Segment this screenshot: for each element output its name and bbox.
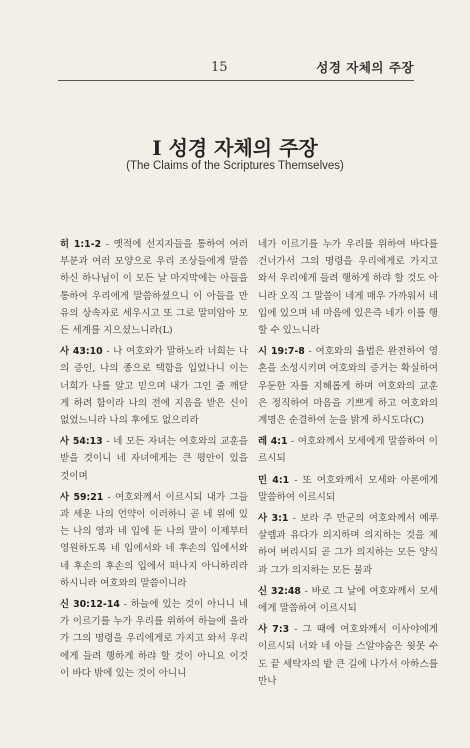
page-number: 15: [211, 60, 228, 75]
left-column: [60, 236, 248, 686]
verse-ref: 사 54:13: [60, 436, 103, 448]
verse-entry: [258, 583, 438, 617]
verse-ref: 신 30:12-14: [60, 599, 120, 611]
verse-ref: 히 1:1-2: [60, 239, 102, 250]
verse-text: - 나 여호와가 말하노라 너희는 나의 증인, 나의 종으로 택함을 입었나니 이는 너희가 나를 알고 믿으며 내가 그인 줄 깨닫게 하려 함이라 나의 전에 지음을 받은 신이 없었느니라 나의 후에도 없으리라: [60, 346, 248, 427]
verse-ref: 사 59:21: [60, 491, 104, 503]
verse-entry: [258, 433, 438, 467]
verse-entry: [258, 472, 438, 506]
verse-entry: [258, 343, 438, 429]
verse-text: - 바로 그 날에 여호와께서 모세에게 말씀하여 이르시되: [258, 585, 438, 615]
verse-entry: [258, 236, 438, 339]
verse-ref: 사 7:3: [258, 624, 290, 636]
verse-text: - 하늘에 있는 것이 아니니 네가 이르기를 누가 우리를 위하여 하늘에 올라가 그의 명령을 우리에게로 가지고 와서 우리에게 들려 행하게 하랴 할 것이 아니요 이것이 바다 밖에 있는 것이 아니니: [60, 599, 248, 679]
verse-text: - 옛적에 선지자들을 통하여 여러 부분과 여러 모양으로 우리 조상들에게 말씀하신 하나님이 이 모든 날 마지막에는 아들을 통하여 우리에게 말씀하셨으니 이 아들을 만유의 상속자로 세우시고 또 그로 말미암아 모든 세계를 지으셨느니라(L): [60, 239, 249, 337]
verse-entry: [60, 236, 248, 339]
verse-text: - 여호와께서 이르시되 내가 그들과 세운 나의 언약이 이러하니 곧 네 위에 있는 나의 영과 네 입에 둔 나의 말이 이제부터 영원하도록 네 입에서와 네 후손의 입에서와 네 후손의 후손의 입에서 떠나지 아니하리라 하시니라 여호와의 말씀이니라: [60, 491, 248, 589]
header-rule: [58, 80, 414, 81]
chapter-subtitle: (The Claims of the Scriptures Themselves): [126, 160, 344, 172]
verse-entry: [60, 489, 248, 592]
verse-text: 네가 이르기를 누가 우리를 위하여 바다를 건너가서 그의 명령을 우리에게로 가지고 와서 우리에게 들려 행하게 하랴 할 것도 아니라 오직 그 말씀이 네게 매우 가까워서 네 입에 있으며 네 마음에 있은즉 네가 이를 행할 수 있느니라: [258, 239, 438, 337]
verse-text: - 네 모든 자녀는 여호와의 교훈을 받을 것이니 네 자녀에게는 큰 평안이 있을 것이며: [60, 436, 248, 482]
verse-ref: 시 19:7-8: [258, 346, 305, 358]
verse-ref: 레 4:1: [258, 436, 288, 448]
verse-entry: [60, 343, 248, 429]
verse-text: - 또 여호와께서 모세와 아론에게 말씀하여 이르시되: [258, 474, 438, 503]
verse-entry: [60, 433, 248, 485]
verse-ref: 사 3:1: [258, 513, 289, 525]
verse-ref: 사 43:10: [60, 346, 103, 358]
verse-text: - 그 때에 여호와께서 이사야에게 이르시되 너와 네 아들 스알야숩은 윗못 수도 끝 세탁자의 밭 큰 길에 나가서 아하스를 만나: [258, 624, 438, 687]
chapter-title: I 성경 자체의 주장: [152, 136, 318, 160]
verse-ref: 민 4:1: [258, 474, 290, 486]
verse-ref: 신 32:48: [258, 585, 301, 597]
right-column: [258, 236, 438, 694]
running-title: 성경 자체의 주장: [316, 60, 414, 75]
verse-text: - 여호와의 율법은 완전하여 영혼을 소성시키며 여호와의 증거는 확실하여 우둔한 자를 지혜롭게 하며 여호와의 교훈은 정직하여 마음을 기쁘게 하고 여호와의 계명은 순결하여 눈을 밝게 하시도다(C): [258, 346, 438, 427]
verse-text: - 보라 주 만군의 여호와께서 예루살렘과 유다가 의지하며 의지하는 것을 제하여 버리시되 곧 그가 의지하는 모든 양식과 그가 의지하는 모든 물과: [258, 513, 438, 576]
verse-entry: [258, 510, 438, 579]
verse-entry: [60, 596, 248, 682]
verse-entry: [258, 621, 438, 690]
verse-text: - 여호와께서 모세에게 말씀하여 이르시되: [258, 436, 438, 465]
